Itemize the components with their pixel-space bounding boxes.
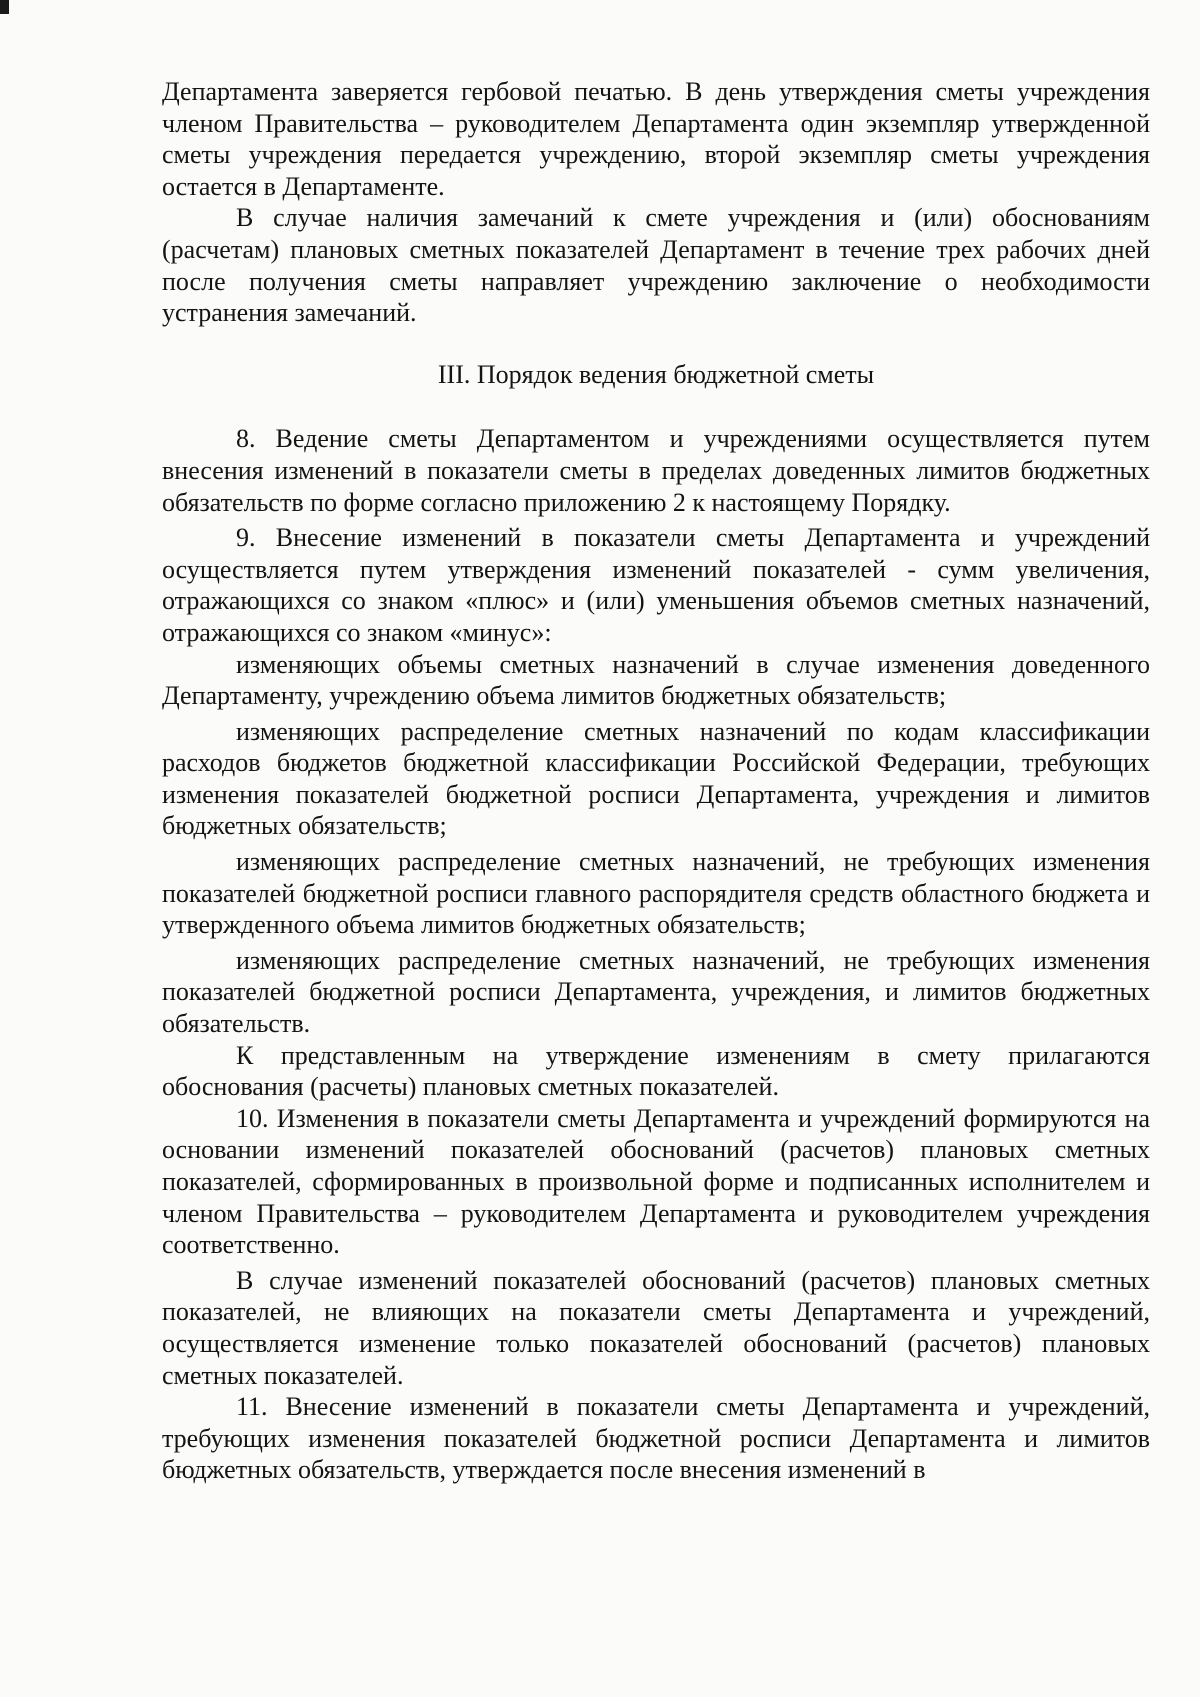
scan-corner-mark — [0, 0, 9, 14]
paragraph-remarks: В случае наличия замечаний к смете учреждения и (или) обоснованиям (расчетам) плановых сметных показателей Департамент в течение трех рабочих дней после получения сметы направляет учреждению заключение о необходимости устранения замечаний. — [162, 203, 1150, 328]
paragraph-11: 11. Внесение изменений в показатели сметы Департамента и учреждений, требующих изменения показателей бюджетной росписи Департамента и лимитов бюджетных обязательств, утверждается после внесения изменений в — [162, 1392, 1150, 1485]
list-item-1: изменяющих объемы сметных назначений в случае изменения доведенного Департаменту, учреждению объема лимитов бюджетных обязательств; — [162, 649, 1150, 711]
paragraph-8: 8. Ведение сметы Департаментом и учреждениями осуществляется путем внесения изменений в показатели сметы в пределах доведенных лимитов бюджетных обязательств по форме согласно приложению 2 к настоящему Порядку. — [162, 424, 1150, 517]
paragraph-no-effect: В случае изменений показателей обоснований (расчетов) плановых сметных показателей, не влияющих на показатели сметы Департамента и учреждений, осуществляется изменение только показателей обоснований (расчетов) плановых сметных показателей. — [162, 1265, 1150, 1390]
continuation-paragraph: Департамента заверяется гербовой печатью. В день утверждения сметы учреждения членом Правительства – руководителем Департамента один экземпляр утвержденной сметы учреждения передается учреждению, второй экземпляр сметы учреждения остается в Департаменте. — [162, 77, 1150, 201]
paragraph-attachments: К представленным на утверждение изменениям в смету прилагаются обоснования (расчеты) плановых сметных показателей. — [162, 1040, 1150, 1102]
paragraph-10: 10. Изменения в показатели сметы Департамента и учреждений формируются на основании изменений показателей обоснований (расчетов) плановых сметных показателей, сформированных в произвольной форме и подписанных исполнителем и членом Правительства – руководителем Департамента и руководителем учреждения соответственно. — [162, 1103, 1150, 1260]
section-title: III. Порядок ведения бюджетной сметы — [437, 359, 875, 389]
paragraph-9: 9. Внесение изменений в показатели сметы Департамента и учреждений осуществляется путем утверждения изменений показателей - сумм увеличения, отражающихся со знаком «плюс» и (или) уменьшения объемов сметных назначений, отражающихся со знаком «минус»: — [162, 523, 1150, 647]
document-page — [162, 76, 1150, 1486]
list-item-4: изменяющих распределение сметных назначений, не требующих изменения показателей бюджетной росписи Департамента, учреждения, и лимитов бюджетных обязательств. — [162, 945, 1150, 1039]
list-item-3: изменяющих распределение сметных назначений, не требующих изменения показателей бюджетной росписи главного распорядителя средств областного бюджета и утвержденного объема лимитов бюджетных обязательств; — [162, 847, 1150, 940]
list-item-2: изменяющих распределение сметных назначений по кодам классификации расходов бюджетов бюджетной классификации Российской Федерации, требующих изменения показателей бюджетной росписи Департамента, учреждения и лимитов бюджетных обязательств; — [162, 716, 1150, 841]
